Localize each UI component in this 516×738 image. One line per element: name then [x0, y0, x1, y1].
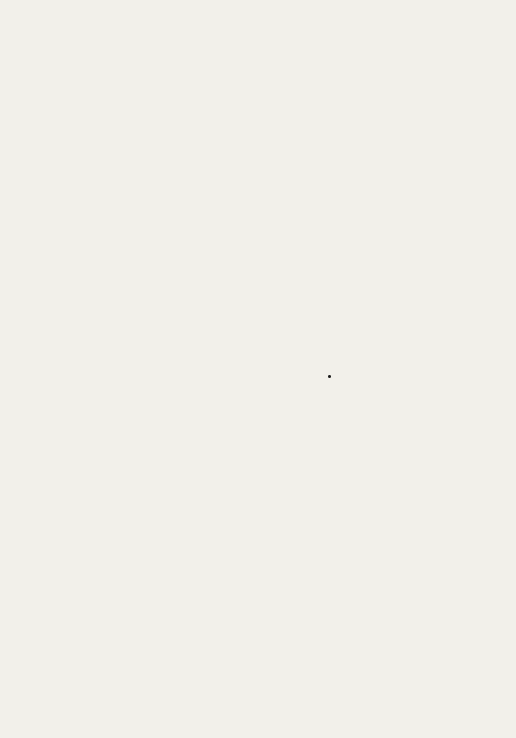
top-text-block: [36, 58, 336, 323]
bottom-text-block: [36, 372, 336, 682]
